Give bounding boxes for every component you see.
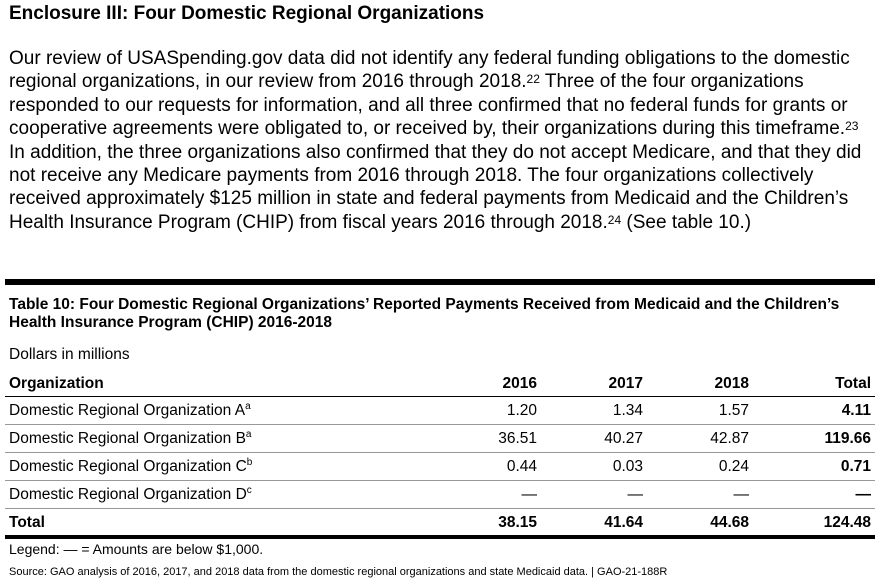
enclosure-heading: Enclosure III: Four Domestic Regional Organizations bbox=[9, 3, 485, 24]
org-name: Domestic Regional Organization D bbox=[9, 485, 247, 503]
header-organization: Organization bbox=[5, 371, 435, 397]
total-2017: 41.64 bbox=[541, 509, 647, 537]
value-2017: — bbox=[541, 481, 647, 509]
total-label: Total bbox=[5, 509, 435, 537]
header-2017: 2017 bbox=[541, 371, 647, 397]
total-2018: 44.68 bbox=[647, 509, 753, 537]
header-total: Total bbox=[753, 371, 875, 397]
org-name-cell bbox=[5, 397, 435, 425]
value-2016: 36.51 bbox=[435, 425, 541, 453]
paragraph-part-3: In addition, the three organizations also confirmed that they do not accept Medicare, and that they did not receive any Medicare payments from 2016 through 2018. The four organizations collectively received approximately $125 million in state and federal payments from Medicaid and the Children’s Health Insurance Program (CHIP) from fiscal years 2016 through 2018. bbox=[9, 141, 862, 233]
org-note: a bbox=[245, 400, 251, 412]
value-2017: 0.03 bbox=[541, 453, 647, 481]
paragraph-part-4: (See table 10.) bbox=[621, 211, 752, 233]
org-name-cell bbox=[5, 425, 435, 453]
paragraph-part-1: Our review of USASpending.gov data did not identify any federal funding obligations to the domestic regional organizations, in our review from 2016 through 2018. bbox=[9, 48, 850, 93]
total-2016: 38.15 bbox=[435, 509, 541, 537]
footnote-ref-22: 22 bbox=[526, 72, 540, 87]
table-header-row bbox=[5, 371, 875, 397]
table-legend: Legend: — = Amounts are below $1,000. bbox=[9, 541, 264, 557]
org-name: Domestic Regional Organization B bbox=[9, 429, 246, 447]
value-total: 0.71 bbox=[753, 453, 875, 481]
value-2016: 1.20 bbox=[435, 397, 541, 425]
body-paragraph bbox=[9, 47, 875, 234]
table-row bbox=[5, 397, 875, 425]
org-note: c bbox=[246, 484, 252, 496]
total-grand: 124.48 bbox=[753, 509, 875, 537]
table-total-row bbox=[5, 509, 875, 537]
table-row bbox=[5, 425, 875, 453]
payments-table bbox=[5, 371, 875, 536]
header-2018: 2018 bbox=[647, 371, 753, 397]
value-total: 119.66 bbox=[753, 425, 875, 453]
footnote-ref-24: 24 bbox=[607, 212, 622, 227]
table-source: Source: GAO analysis of 2016, 2017, and 2018 data from the domestic regional organizations and state Medicaid data. | GAO-21-188R bbox=[9, 566, 668, 578]
value-total: — bbox=[753, 481, 875, 509]
footnote-ref-23: 23 bbox=[845, 119, 859, 134]
value-2017: 1.34 bbox=[541, 397, 647, 425]
value-2018: 42.87 bbox=[647, 425, 753, 453]
value-2017: 40.27 bbox=[541, 425, 647, 453]
header-2016: 2016 bbox=[435, 371, 541, 397]
value-2018: — bbox=[647, 481, 753, 509]
value-total: 4.11 bbox=[753, 397, 875, 425]
table-title: Table 10: Four Domestic Regional Organizations’ Reported Payments Received from Medicaid and the Children’s Health Insurance Program (CHIP) 2016-2018 bbox=[9, 296, 840, 331]
value-2016: — bbox=[435, 481, 541, 509]
org-note: b bbox=[246, 456, 253, 468]
table-top-rule bbox=[5, 279, 875, 285]
org-name-cell bbox=[5, 453, 435, 481]
value-2016: 0.44 bbox=[435, 453, 541, 481]
org-note: a bbox=[245, 428, 252, 440]
org-name: Domestic Regional Organization A bbox=[9, 401, 246, 419]
value-2018: 0.24 bbox=[647, 453, 753, 481]
table-bottom-rule bbox=[5, 535, 875, 539]
value-2018: 1.57 bbox=[647, 397, 753, 425]
table-row bbox=[5, 453, 875, 481]
org-name-cell bbox=[5, 481, 435, 509]
table-row bbox=[5, 481, 875, 509]
org-name: Domestic Regional Organization C bbox=[9, 457, 247, 475]
table-units: Dollars in millions bbox=[9, 346, 130, 363]
paragraph-part-2: Three of the four organizations responded to our requests for information, and all three confirmed that no federal funds for grants or cooperative agreements were obligated to, or received by, their organizations during this timeframe. bbox=[9, 71, 848, 140]
